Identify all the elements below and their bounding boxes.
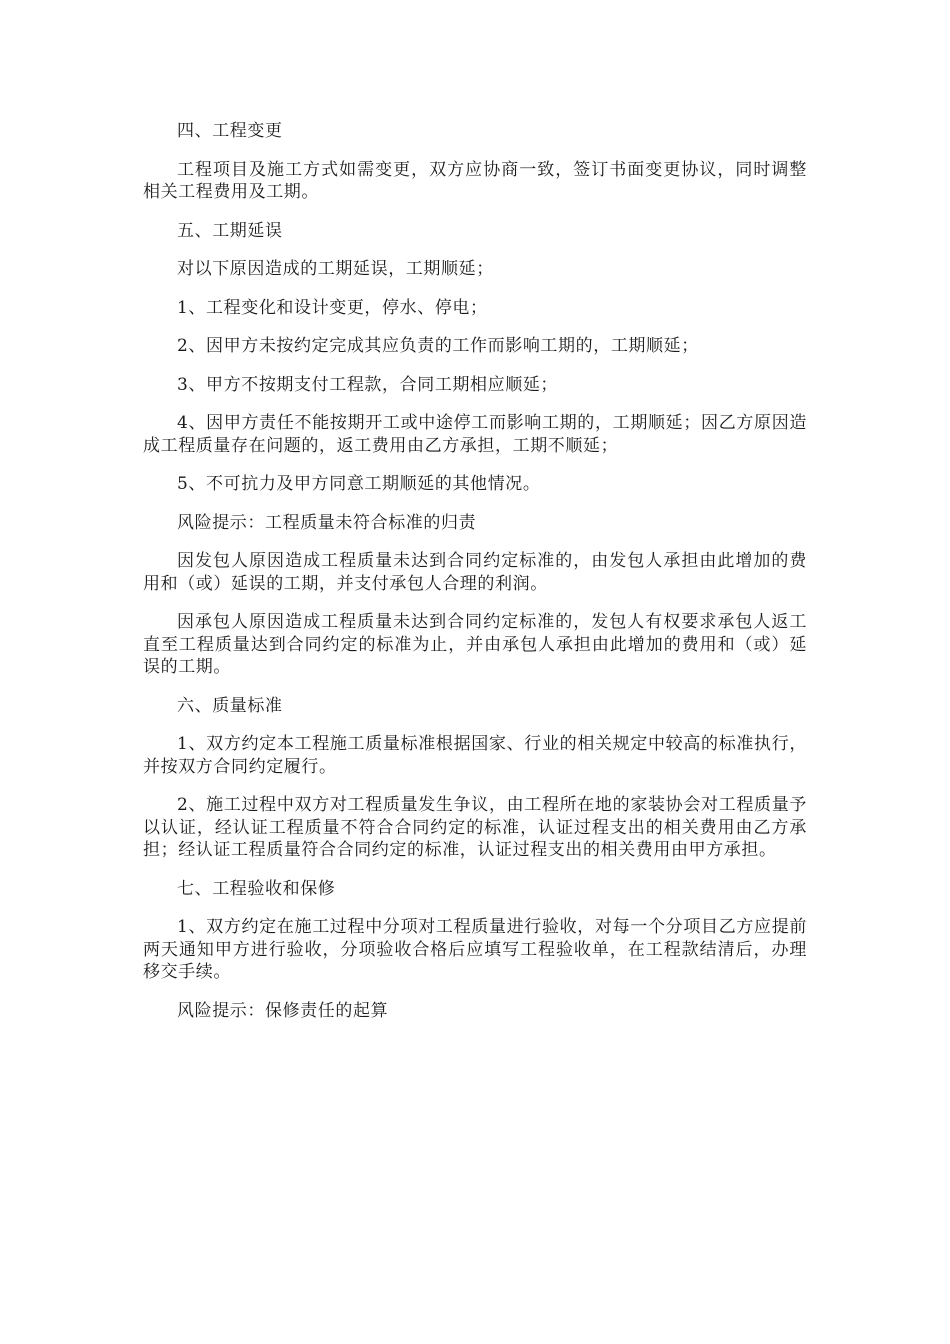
list-item: 2、因甲方未按约定完成其应负责的工作而影响工期的，工期顺延； xyxy=(177,336,699,356)
list-item: 1、双方约定在施工过程中分项对工程质量进行验收，对每一个分项目乙方应提前两天通知甲方进行验收，分项验收合格后应填写工程验收单，在工程款结清后，办理移交手续。 xyxy=(143,917,807,982)
list-item: 3、甲方不按期支付工程款，合同工期相应顺延； xyxy=(177,374,559,395)
paragraph: 对以下原因造成的工期延误，工期顺延； xyxy=(177,259,494,279)
section-heading-change: 四、工程变更 xyxy=(177,121,283,141)
document-page xyxy=(143,120,807,1038)
paragraph: 工程项目及施工方式如需变更，双方应协商一致，签订书面变更协议，同时调整相关工程费用及工期。 xyxy=(143,159,807,202)
list-item: 1、双方约定本工程施工质量标准根据国家、行业的相关规定中较高的标准执行，并按双方合同约定履行。 xyxy=(143,734,807,777)
risk-tip-heading-warranty: 风险提示：保修责任的起算 xyxy=(177,1000,389,1021)
list-item: 1、工程变化和设计变更，停水、停电； xyxy=(177,297,488,318)
list-item: 5、不可抗力及甲方同意工期顺延的其他情况。 xyxy=(177,474,541,494)
section-heading-acceptance: 七、工程验收和保修 xyxy=(177,878,336,899)
section-heading-delay: 五、工期延误 xyxy=(177,220,283,241)
list-item: 2、施工过程中双方对工程质量发生争议，由工程所在地的家装协会对工程质量予以认证，经认证工程质量不符合合同约定的标准，认证过程支出的相关费用由乙方承担；经认证工程质量符合合同约定的标准，认证过程支出的相关费用由甲方承担。 xyxy=(143,795,807,860)
risk-tip-heading-quality: 风险提示：工程质量未符合标准的归责 xyxy=(177,512,477,533)
list-item: 4、因甲方责任不能按期开工或中途停工而影响工期的，工期顺延；因乙方原因造成工程质量存在问题的，返工费用由乙方承担，工期不顺延； xyxy=(143,413,807,456)
section-heading-quality-standard: 六、质量标准 xyxy=(177,695,283,716)
paragraph: 因承包人原因造成工程质量未达到合同约定标准的，发包人有权要求承包人返工直至工程质量达到合同约定的标准为止，并由承包人承担由此增加的费用和（或）延误的工期。 xyxy=(143,612,807,677)
paragraph: 因发包人原因造成工程质量未达到合同约定标准的，由发包人承担由此增加的费用和（或）延误的工期，并支付承包人合理的利润。 xyxy=(143,551,807,594)
